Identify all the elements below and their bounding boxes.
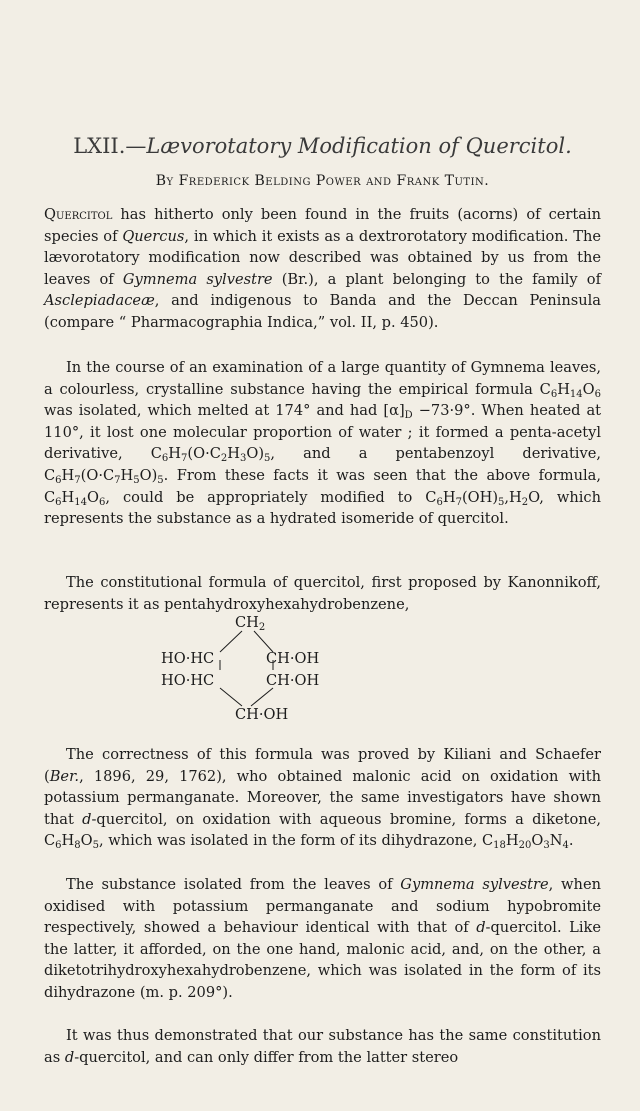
article-title	[44, 134, 601, 158]
formula-top-group: $CH_2$	[235, 614, 266, 633]
formula-empirical: $C_6H_{14}O_6$	[539, 380, 601, 400]
formula-hydrated: $C_6H_7(OH)_5,H_2O$	[425, 488, 540, 508]
text-run: was isolated, which melted at 174° and had	[44, 402, 384, 420]
structural-formula	[163, 616, 363, 726]
paragraph-intro	[44, 204, 601, 334]
text-run: , could be appropriately modified to	[105, 488, 426, 506]
text-run: , and indigenous to Banda and the Deccan Peninsula (compare “ Pharmacographia Indica,” vol. II, p. 450).	[44, 292, 601, 331]
text-run: (Br.), a plant belonging to the family of	[272, 270, 601, 288]
bond-lower-left	[220, 688, 242, 706]
bond-upper-right	[254, 631, 273, 652]
text-run: , and a pentabenzoyl derivative,	[270, 445, 601, 463]
article-title-text: Lævorotatory Modification of Quercitol.	[146, 134, 572, 158]
text-run: has hitherto only been found in the fruits (acorns) of certain species of	[44, 206, 601, 245]
genus-name: Quercus	[122, 227, 185, 245]
text-run: The substance isolated from the leaves of	[66, 876, 401, 893]
paragraph-constitution	[44, 572, 601, 615]
text-run: , which represents the substance as a hydrated isomeride of quercitol.	[44, 488, 601, 528]
formula-bottom-group: CH·OH	[235, 706, 289, 723]
text-run: , which was isolated in the form of its dihydrazone,	[99, 832, 482, 850]
formula-above: $C_6H_{14}O_6$	[44, 488, 106, 508]
paragraph-conclusion	[44, 1025, 601, 1068]
text-run: -quercitol, and can only differ from the latter stereo	[74, 1048, 459, 1066]
text-run: The constitutional formula of quercitol, first proposed by Kanonnikoff, represents it as pentahydroxyhexahydrobenzene,	[44, 574, 601, 613]
text-run: In the course of an examination of a large quantity of Gymnema leaves, a colourless, crystalline substance having the empirical formula	[44, 359, 601, 398]
text-run: .	[568, 832, 574, 850]
paragraph-gymnema	[44, 874, 601, 1004]
text-run: , 1896, 29, 1762), who obtained malonic acid on oxidation with potassium permanganate. Moreover, the same investigators have shown that	[44, 767, 601, 828]
journal-reference: Ber.	[49, 767, 80, 785]
formula-pentabenzoyl: $C_6H_7(O\cdot C_7H_5O)_5$	[44, 466, 164, 486]
species-name: Gymnema sylvestre	[400, 876, 549, 893]
text-run: The correctness of this formula was proved by Kiliani and Schaefer (	[44, 746, 601, 785]
text-run: -quercitol, on oxidation with aqueous bromine, forms a diketone,	[91, 810, 601, 828]
text-run: , in which it exists as a dextrorotatory modification. The lævorotatory modification now described was obtained by us from the leaves of	[44, 227, 601, 288]
formula-row1-right: CH·OH	[266, 650, 320, 667]
paragraph-examination	[44, 357, 601, 530]
text-run: , when oxidised with potassium permanganate and sodium hypobromite respectively, showed a behaviour identical with that of	[44, 876, 601, 937]
author-byline: By Frederick Belding Power and Frank Tutin.	[155, 173, 490, 189]
bond-lower-right	[251, 688, 273, 706]
prefix-d: d	[82, 810, 92, 828]
formula-row2-right: CH·OH	[266, 672, 320, 689]
formula-penta-acetyl: $C_6H_7(O\cdot C_2H_3O)_5$	[150, 445, 271, 465]
formula-diketone: $C_6H_8O_5$	[44, 832, 99, 852]
formula-dihydrazone: $C_{18}H_{20}O_3N_4$	[482, 832, 569, 852]
text-run: It was thus demonstrated that our substance has the same constitution as	[44, 1027, 601, 1066]
prefix-d: d	[476, 919, 486, 937]
text-run: . From these facts it was seen that the above formula,	[163, 466, 601, 484]
specific-rotation: $[\alpha]_D -73\cdot 9^\circ$.	[383, 402, 476, 422]
prefix-d: d	[64, 1048, 75, 1066]
species-name: Gymnema sylvestre	[122, 270, 273, 288]
paragraph-kiliani	[44, 744, 601, 852]
text-run: -quercitol. Like the latter, it afforded, on the one hand, malonic acid, and, on the other, a diketotrihydroxyhexahydrobenzene, which was isolated in the form of its dihydrazone (m. p. 209°).	[44, 919, 601, 1001]
formula-row1-left: HO·HC	[161, 650, 215, 667]
formula-row2-left: HO·HC	[161, 672, 215, 689]
text-run: When heated at 110°, it lost one molecular proportion of water ; it formed a penta-acetyl derivative,	[44, 402, 602, 463]
lead-word: Quercitol	[44, 206, 113, 223]
family-name: Asclepiadaceæ	[44, 292, 155, 310]
bond-upper-left	[220, 631, 242, 652]
article-number: LXII.—	[73, 134, 147, 158]
